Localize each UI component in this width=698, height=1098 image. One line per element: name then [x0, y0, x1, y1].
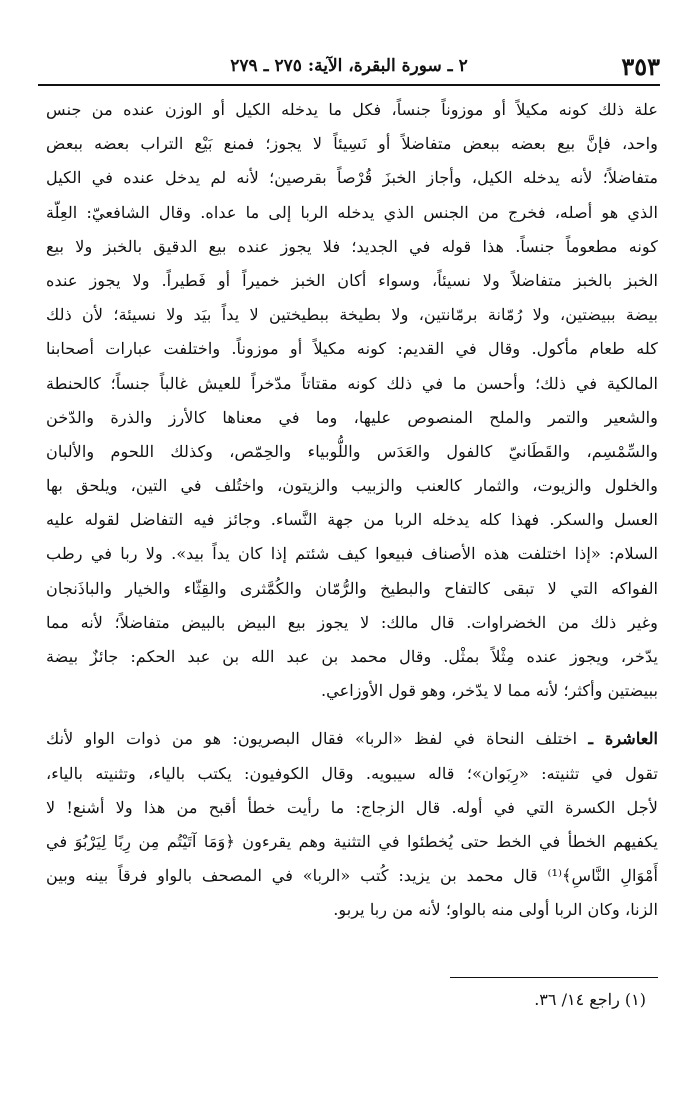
text-line: كونه مطعوماً جنساً. هذا قوله في الجديد؛ فلا يجوز عنده بيع الدقيق بالخبز ولا بيع [46, 236, 658, 256]
paragraph-lead: العاشرة ـ [588, 729, 658, 749]
text-line: المالكية في ذلك؛ وأحسن ما في ذلك كونه مقتاتاً مدّخراً للعيش غالباً جنساً؛ كالحنطة [46, 373, 658, 393]
text-line: لأجل الكسرة التي في أوله. قال الزجاج: ما رأيت خطأ أقبح من هذا ولا أشنع! لا [46, 797, 658, 817]
page-number: ٣٥٣ [621, 52, 660, 81]
text-line: الخبز بالخبز متفاضلاً ولا نسيئاً، وسواء أكان الخبز خميراً أو فَطيراً. ولا يجوز عنده [46, 270, 658, 290]
footnote: (١) راجع ١٤/ ٣٦. [534, 990, 646, 1009]
text-line: يدّخر، ويجوز عنده مِثْلاً بمثْل. وقال محمد بن عبد الله بن عبد الحكم: جائزٌ بيضة [46, 647, 658, 666]
text-line: الذي هو أصله، فخرج من الجنس الذي يدخله الربا إلى ما عداه. وقال الشافعيّ: العِلّة [46, 202, 658, 222]
text-line: والسِّمْسِم، والقَطَانيّ كالفول والعَدَس واللُّوبياء والحِمّص، وكذلك اللحوم والألبان [46, 441, 658, 461]
paragraph-lead-rest: اختلف النحاة في لفظ «الربا» فقال البصريون: هو من ذوات الواو لأنك [46, 729, 589, 749]
text-line: تقول في تثنيته: «رِبَوان»؛ قاله سيبويه. وقال الكوفيون: يكتب بالياء، وتثنيته بالياء، [46, 763, 658, 783]
body-text [46, 93, 658, 928]
paragraph-heading-line [46, 722, 658, 756]
footnote-rule [450, 977, 658, 978]
text-line: العسل والسكر. فهذا كله يدخله الربا من جهة النَّساء. وجائز فيه التفاضل لقوله عليه [46, 510, 658, 530]
text-line: وغير ذلك من الخضراوات. قال مالك: لا يجوز بيع البيض بالبيض متفاضلاً؛ لأنه مما [46, 612, 658, 632]
text-line: والخلول والزيوت، والثمار كالعنب والزبيب والزيتون، واختُلف في التين، ويلحق بها [46, 476, 658, 496]
text-line: واحد، فإنَّ بيع بعضه ببعض متفاضلاً أو نَسِيئاً لا يجوز؛ فمنع بَيْع التراب بعضه ببعض [46, 134, 658, 154]
text-line: بيضة ببيضتين، ولا رُمّانة برمّانتين، ولا بطيخة ببطيختين لا يداً بيَد ولا نسيئة؛ لأن ذلك [46, 305, 658, 325]
text-line: متفاضلاً؛ لأنه يدخله الكيل، وأجاز الخبزَ قُرْصاً بقرصين؛ لأنه لم يدخل عنده في الكيل [46, 168, 658, 188]
text-line: والشعير والتمر والملح المنصوص عليها، وما في معناها كالأرز والذرة والدّخن [46, 407, 658, 427]
text-line: الفواكه التي لا تبقى كالتفاح والبطيخ والرُّمّان والكُمَّثرى والقِثّاء والخيار والباذَنجان [46, 578, 658, 598]
text-line: يكفيهم الخطأ في الخط حتى يُخطئوا في التثنية وهم يقرءون ﴿وَمَا آتَيْتُم مِن رِبًا لِيَرْبُوَ في [46, 831, 658, 851]
running-head: ٢ ـ سورة البقرة، الآية: ٢٧٥ ـ ٢٧٩ [230, 56, 468, 76]
text-line: علة ذلك كونه مكيلاً أو موزوناً جنساً، فكل ما يدخله الكيل أو الوزن عنده من جنس [46, 100, 658, 119]
header-rule [38, 84, 660, 86]
text-line: أَمْوَالِ النَّاسِ﴾⁽¹⁾ قال محمد بن يزيد: كُتب «الربا» في المصحف بالواو فرقاً بينه وبين [46, 866, 658, 886]
text-line: ببيضتين وأكثر؛ لأنه مما لا يدّخر، وهو قول الأوزاعي. [320, 681, 658, 701]
text-line: كله طعام مأكول. وقال في القديم: كونه مكيلاً أو موزوناً. واختلفت عبارات أصحابنا [46, 339, 658, 359]
text-line: الزنا، وكان الربا أولى منه بالواو؛ لأنه من ربا يربو. [333, 900, 658, 920]
text-line: السلام: «إذا اختلفت هذه الأصناف فبيعوا كيف شئتم إذا كان يداً بيد». ولا ربا في رطب [46, 544, 658, 564]
paragraph-gap [46, 708, 658, 722]
page-header [38, 50, 660, 86]
